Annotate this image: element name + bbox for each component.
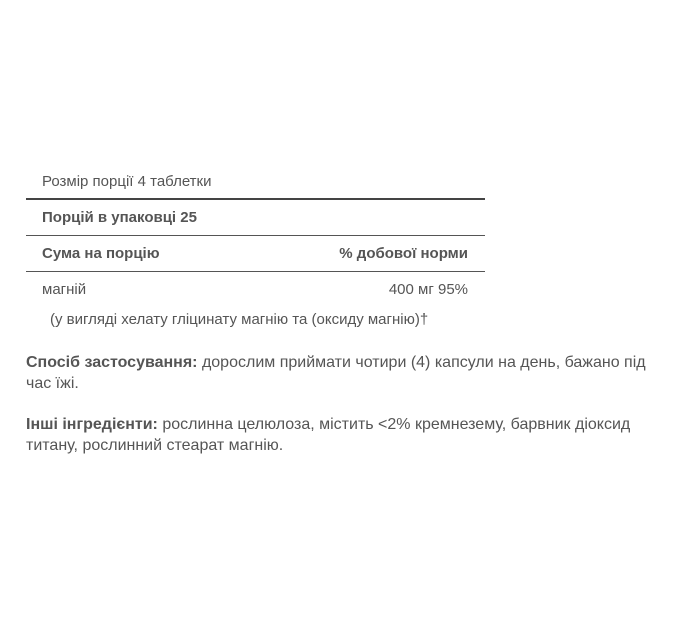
- other-ingredients-paragraph: [26, 414, 656, 456]
- supplement-facts-table: [26, 164, 485, 339]
- table-header-row: [26, 236, 485, 272]
- other-ingredients-text: рослинна целюлоза, містить <2% кремнезему, барвник діоксид титану, рослинний стеарат магнію.: [26, 416, 631, 454]
- servings-per-container-row: [26, 200, 485, 236]
- directions-text: дорослим приймати чотири (4) капсули на день, бажано під час їжі.: [26, 354, 646, 392]
- servings-per-container-text: Порцій в упаковці 25: [42, 209, 197, 226]
- amount-per-serving-header: Сума на порцію: [42, 245, 160, 262]
- directions-label: Спосіб застосування:: [26, 354, 198, 371]
- nutrient-amount: 400 мг 95%: [388, 281, 468, 298]
- other-ingredients-label: Інші інгредієнти:: [26, 416, 158, 433]
- nutrient-note-text: (у вигляді хелату гліцинату магнію та (оксиду магнію)†: [50, 311, 429, 328]
- nutrient-name: магній: [42, 281, 87, 298]
- table-row: [26, 272, 485, 309]
- serving-size-text: Розмір порції 4 таблетки: [42, 173, 212, 190]
- directions-paragraph: [26, 352, 656, 394]
- nutrient-note: [26, 309, 485, 339]
- daily-value-header: % добової норми: [339, 245, 468, 262]
- serving-size-row: [26, 164, 485, 200]
